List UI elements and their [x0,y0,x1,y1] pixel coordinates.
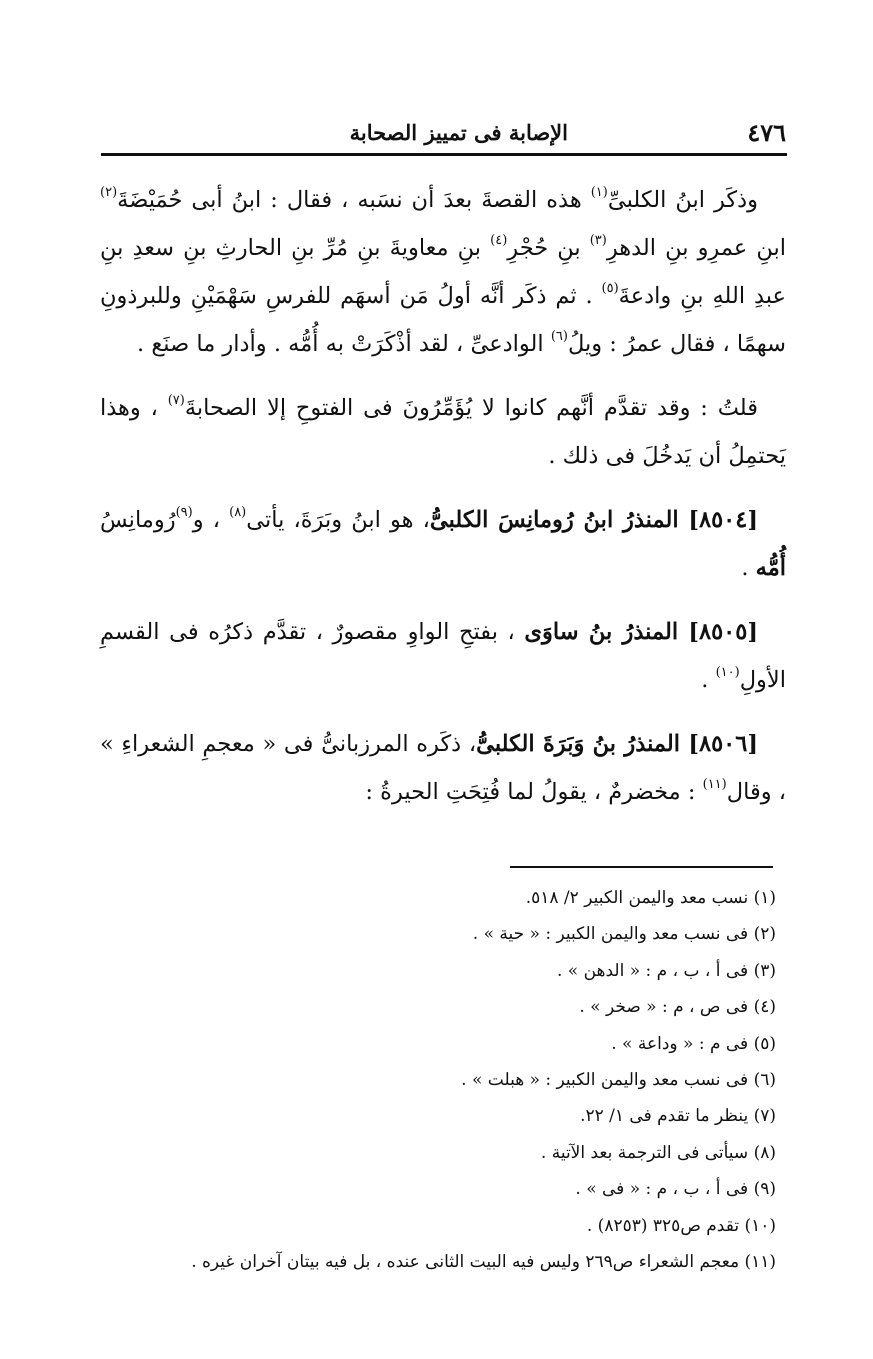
paragraph [100,608,786,704]
footnote-separator [510,866,773,868]
text-segment: ابنِ عمرِو بنِ الدهرِ [606,235,787,261]
paragraph [100,720,786,816]
text-segment: بنِ معاويةَ بنِ مُرِّ بنِ الحارثِ بنِ سعدِ بنِ عبدِ اللهِ بنِ وادعةَ [100,235,786,309]
footnote-reference: (٧) [167,393,185,408]
footnote-item: (١١) معجم الشعراء ص٢٦٩ وليس فيه البيت الثانى عنده ، بل فيه بيتان آخران غيره . [191,1252,776,1273]
text-segment: ، بفتحِ الواوِ مقصورٌ ، تقدَّم ذكرُه فى القسمِ الأولِ [100,619,786,693]
footnote-item: (٦) فى نسب معد واليمن الكبير : « هبلت » . [461,1070,776,1091]
paragraph [100,176,786,368]
footnote-item: (٥) فى م : « وداعة » . [611,1033,776,1054]
footnote-reference: (٥) [601,281,619,296]
text-segment: . [741,555,756,581]
text-segment: وذكَر ابنُ الكلبىِّ [607,187,758,213]
footnote-reference: (٣) [589,233,607,248]
text-segment: الوادعىِّ ، لقد أذْكَرَتْ به أُمُّه . وأدار ما صنَع . [137,331,551,357]
text-segment: : مخضرمٌ ، يقولُ لما فُتِحَتِ الحيرةُ : [365,779,703,805]
text-segment: بنِ حُجْرِ [507,235,590,261]
footnote-reference: (١١) [702,777,727,792]
text-segment: قلتُ : وقد تقدَّم أنَّهم كانوا لا يُؤَمِّرُونَ فى الفتوحِ إلا الصحابةَ [184,395,759,421]
footnote-item: (٩) فى أ ، ب ، م : « فى » . [575,1179,776,1200]
text-segment: رُومانِسُ [100,507,176,533]
entry-heading: أُمُّه [755,555,786,581]
text-segment: ، وهذا يَحتمِلُ أن يَدخُلَ فى ذلك . [100,395,786,469]
footnote-item: (٧) ينظر ما تقدم فى ١/ ٢٢. [580,1106,776,1127]
text-segment: هذه القصةَ بعدَ أن نسَبه ، فقال : ابنُ أبى حُمَيْضَةَ [117,187,591,213]
footnote-item: (٣) فى أ ، ب ، م : « الدهن » . [556,960,776,981]
footnote-reference: (٢) [100,185,118,200]
footnote-reference: (٦) [550,329,568,344]
text-segment: . ثم ذكَر أنَّه أولُ مَن أسهَم للفرسِ سَهْمَيْنِ وللبرذونِ سهمًا ، فقال عمرُ : ويلُ [100,283,786,357]
footnote-item: (١) نسب معد واليمن الكبير ٢/ ٥١٨. [525,888,776,908]
page-header [100,118,786,150]
text-segment: ، هو ابنُ وبَرَةَ، يأتى [246,507,430,533]
running-title: الإصابة فى تمييز الصحابة [349,120,568,145]
paragraph [100,384,786,480]
text-segment: ، ذكَره المرزبانىُّ فى « معجمِ الشعراءِ » ، وقال [100,731,786,805]
entry-heading: [٨٥٠٤] المنذرُ ابنُ رُومانِسَ الكلبىُّ [429,507,759,533]
footnote-reference: (٤) [490,233,508,248]
footnote-reference: (١٠) [715,665,740,680]
page-number: ٤٧٦ [747,118,786,147]
paragraph [100,496,786,592]
entry-heading: [٨٥٠٥] المنذرُ بنُ ساوَى [524,619,758,645]
footnote-item: (٤) فى ص ، م : « صخر » . [579,997,776,1018]
text-segment: ، و [192,507,230,533]
footnote-item: (٨) سيأتى فى الترجمة بعد الآتية . [540,1142,776,1163]
footnotes [100,880,776,1280]
entry-heading: [٨٥٠٦] المنذرُ بنُ وَبَرَةَ الكلبىُّ [476,731,758,757]
footnote-item: (١٠) تقدم ص٣٢٥ (٨٢٥٣) . [586,1215,776,1236]
footnote-reference: (٨) [229,505,247,520]
header-rule [101,153,787,156]
footnote-reference: (١) [590,185,608,200]
text-segment: . [701,667,716,693]
main-text [100,176,786,832]
footnote-reference: (٩) [175,505,193,520]
footnote-item: (٢) فى نسب معد واليمن الكبير : « حية » . [472,924,776,945]
